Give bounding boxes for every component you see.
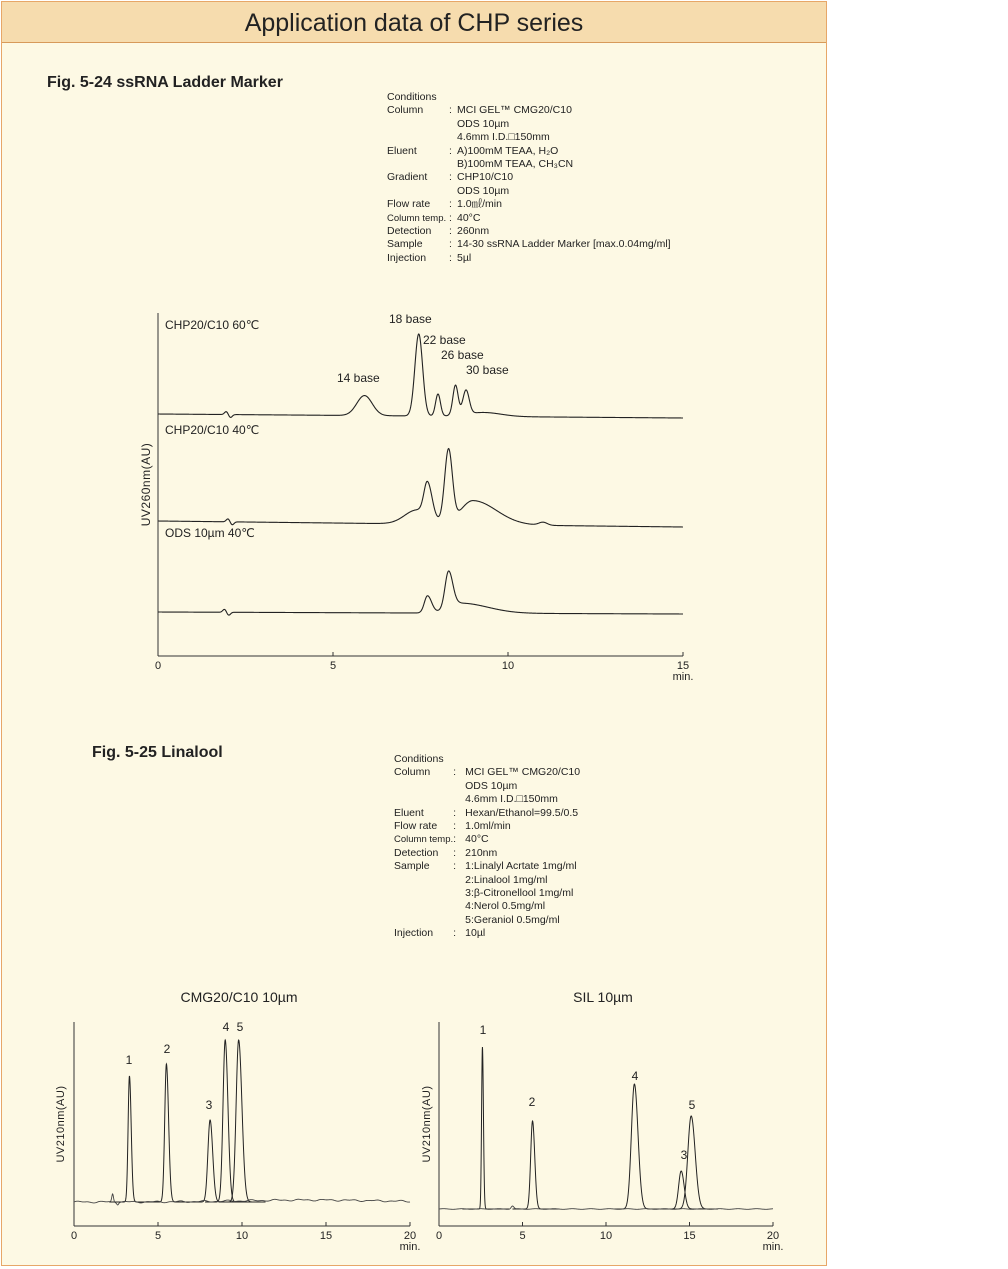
- peak-label: 30 base: [466, 363, 509, 377]
- cond-value: MCI GEL™ CMG20/C10: [465, 766, 581, 779]
- conditions-heading: Conditions: [387, 91, 437, 103]
- cond-value: 3:β-Citronellool 1mg/ml: [465, 887, 574, 900]
- x-tick-label: 0: [154, 660, 162, 672]
- peak-label: 18 base: [389, 312, 432, 326]
- cond-value: 260nm: [457, 225, 490, 238]
- conditions-heading: Conditions: [394, 753, 444, 765]
- cond-value: 10µl: [465, 927, 486, 940]
- peak-label: 3: [680, 1148, 688, 1162]
- cond-label: Detection: [394, 846, 439, 859]
- fig-5-24-title: Fig. 5-24 ssRNA Ladder Marker: [47, 74, 283, 91]
- peak-label: 1: [125, 1053, 133, 1067]
- cond-label: Column: [387, 104, 424, 117]
- cond-value: 4:Nerol 0.5mg/ml: [465, 900, 546, 913]
- cond-label: Detection: [387, 225, 432, 238]
- cond-value: 4.6mm I.D.□150mm: [457, 131, 550, 144]
- peak-label: 5: [236, 1020, 244, 1034]
- peak-label: 2: [528, 1095, 536, 1109]
- x-tick-label: 20: [403, 1230, 417, 1242]
- chromatogram-peak: [462, 1047, 509, 1209]
- cond-label: Flow rate: [387, 198, 431, 211]
- peak-label: 4: [631, 1069, 639, 1083]
- peak-label: 1: [479, 1023, 487, 1037]
- cond-label: Flow rate: [394, 820, 438, 833]
- cond-value: 40°C: [457, 211, 481, 224]
- x-tick-label: 10: [501, 660, 515, 672]
- cond-value: 5µl: [457, 251, 472, 264]
- conditions-table: Column : MCI GEL™ CMG20/C10 ODS 10µm 4.6mm I.D.□150mm Eluent : Hexan/Ethanol=99.5/0.5 Flow rate : 1.0ml/min Column temp. : 40°C Detection : 210nm Sample : 1:Linalyl Acrtate 1mg/ml 2:Linalool 1mg/ml 3:β-Citronellool 1mg/ml 4:Nerol 0.5mg/ml 5:Geraniol 0.5mg/ml Injection : 10µl: [394, 766, 581, 940]
- chart-title: CMG20/C10 10µm: [180, 989, 298, 1005]
- cond-label: Column: [394, 766, 431, 779]
- conditions-table: Column : MCI GEL™ CMG20/C10 ODS 10µm 4.6mm I.D.□150mm Eluent : A)100mM TEAA, H₂O B)100mM TEAA, CH₃CN Gradient : CHP10/C10 ODS 10µm Flow rate : 1.0㎖/min Column temp. : 40°C Detection : 260nm Sample : 14-30 ssRNA Ladder Marker [max.0.04mg/ml] Injection : 5µl: [387, 104, 671, 264]
- cond-value: MCI GEL™ CMG20/C10: [457, 104, 572, 117]
- x-tick-label: 5: [329, 660, 337, 672]
- y-axis-title: UV210nm(AU): [55, 1085, 67, 1163]
- peak-label: 3: [205, 1098, 213, 1112]
- peak-label: 26 base: [441, 348, 484, 362]
- cond-label: Column temp.: [394, 834, 454, 846]
- x-tick-label: 20: [766, 1230, 780, 1242]
- y-axis-title: UV210nm(AU): [421, 1085, 433, 1163]
- y-axis-title: UV260nm(AU): [139, 442, 153, 527]
- peak-label: 22 base: [423, 333, 466, 347]
- page-title: Application data of CHP series: [2, 2, 826, 43]
- cond-label: Sample: [387, 238, 423, 251]
- cond-label: Eluent: [394, 806, 424, 819]
- cond-label: Injection: [394, 927, 434, 940]
- cond-value: 2:Linalool 1mg/ml: [465, 873, 548, 886]
- cond-label: Eluent: [387, 144, 417, 157]
- cond-value: ODS 10µm: [457, 117, 510, 130]
- x-axis-title: min.: [399, 1241, 421, 1253]
- cond-value: 1.0㎖/min: [457, 198, 502, 211]
- peak-label: 2: [163, 1042, 171, 1056]
- baseline-noise: [74, 1194, 410, 1205]
- chromatogram-peak: [614, 1084, 661, 1209]
- chromatogram-trace: [158, 334, 683, 418]
- fig-5-25-title: Fig. 5-25 Linalool: [92, 744, 223, 761]
- x-tick-label: 15: [319, 1230, 333, 1242]
- chromatogram-peak: [146, 1064, 193, 1202]
- chromatogram-peak: [218, 1040, 265, 1202]
- cond-label: Sample: [394, 860, 430, 873]
- cond-value: 1.0ml/min: [465, 820, 511, 833]
- series-label: ODS 10µm 40℃: [165, 526, 255, 540]
- cond-label: Column temp.: [387, 212, 447, 224]
- cond-value: CHP10/C10: [457, 171, 514, 184]
- cond-value: ODS 10µm: [457, 184, 510, 197]
- chromatogram-peak: [109, 1076, 156, 1202]
- x-tick-label: 15: [683, 1230, 696, 1242]
- x-tick-label: 0: [70, 1230, 78, 1242]
- x-axis-title: min.: [672, 671, 694, 683]
- x-tick-label: 5: [519, 1230, 526, 1242]
- cond-value: ODS 10µm: [465, 779, 518, 792]
- peak-label: 5: [688, 1098, 696, 1112]
- chromatogram-peak: [671, 1116, 718, 1209]
- cond-value: 1:Linalyl Acrtate 1mg/ml: [465, 860, 577, 873]
- chart-title: SIL 10µm: [573, 989, 633, 1005]
- x-axis-title: min.: [762, 1241, 784, 1253]
- chromatogram-trace: [158, 571, 683, 615]
- series-label: CHP20/C10 40℃: [165, 423, 260, 437]
- cond-value: 210nm: [465, 846, 498, 859]
- x-tick-label: 5: [154, 1230, 162, 1242]
- cond-value: Hexan/Ethanol=99.5/0.5: [465, 806, 579, 819]
- cond-value: B)100mM TEAA, CH₃CN: [457, 158, 574, 171]
- peak-label: 4: [222, 1020, 230, 1034]
- peak-label: 14 base: [337, 371, 380, 385]
- cond-value: 4.6mm I.D.□150mm: [465, 793, 558, 806]
- chromatogram-trace: [158, 449, 683, 527]
- chromatogram-peak: [512, 1121, 559, 1209]
- x-tick-label: 10: [235, 1230, 249, 1242]
- cond-label: Injection: [387, 251, 427, 264]
- cond-value: 14-30 ssRNA Ladder Marker [max.0.04mg/ml]: [457, 238, 671, 251]
- cond-value: A)100mM TEAA, H₂O: [457, 144, 559, 157]
- cond-value: 5:Geraniol 0.5mg/ml: [465, 913, 560, 926]
- series-label: CHP20/C10 60℃: [165, 318, 260, 332]
- x-tick-label: 10: [599, 1230, 613, 1242]
- x-tick-label: 15: [676, 660, 690, 672]
- x-tick-label: 0: [435, 1230, 443, 1242]
- cond-label: Gradient: [387, 171, 428, 184]
- cond-value: 40°C: [465, 833, 489, 846]
